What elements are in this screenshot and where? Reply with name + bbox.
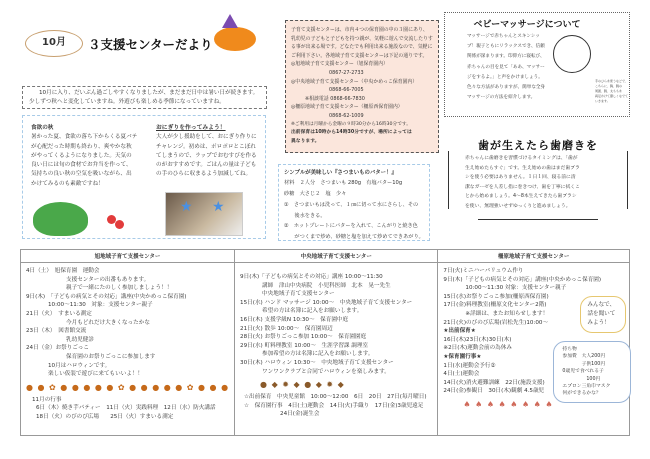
schedule-item: 保育園のお祭りごっこに参加します: [66, 353, 156, 360]
center-name: ◎旭地域子育て支援センター（旭保育園内）: [291, 61, 388, 68]
info-text: 子育て支援センターは、市内４つの保育園の中の３園にあり、: [291, 27, 428, 33]
recipe-text: 砂糖 大さじ２ 塩 少々: [284, 191, 347, 198]
onigiri-text: 大人が少し援助をして、おにぎり作りに: [156, 134, 257, 141]
center-name: ◎柵原地域子育て支援センター（柵原西保育園内）: [291, 104, 403, 111]
schedule-item: 15日(水) ハンド マッサージ 10:00～ 中央地域子育て支援センター: [240, 299, 413, 306]
schedule-item: 10:00～11:30 対象：支援センター親子: [48, 302, 153, 309]
schedule-item: 10月はハロウィンです。: [48, 362, 111, 369]
recipe-text: 後水をきる。: [284, 212, 326, 219]
schedule-item: 15日(水)お祭りごっこ参加(柵原西保育園): [443, 293, 549, 300]
schedule-item: 23日（木） 図書館交流: [26, 328, 87, 335]
food-text: がやってくるようになりました。天気の: [31, 152, 132, 159]
massage-caption: こちらに、胸、腕の: [595, 84, 623, 88]
yanahara-schedule: [438, 263, 630, 436]
belongings-bubble: [553, 341, 631, 403]
schedule-item: 24日（金）お祭りごっこ: [26, 345, 89, 352]
speech-bubble: みんなで、話を聞いてみよう！: [580, 296, 626, 333]
onigiri-text: チャレンジ。初めは、ポロポロとこぼれ: [156, 143, 256, 150]
intro-box: [22, 86, 267, 109]
consult-phone: ※相談電話 0868-66-7830: [305, 95, 365, 102]
schedule-item: 支援センターの出番もあります。: [66, 276, 150, 283]
massage-text: マッサージで赤ちゃんとスキンシッ: [467, 34, 540, 39]
teeth-text: を使い、無理強いせずゆっくりと進めましょう。: [465, 203, 571, 209]
food-text: かけてみるのも素敵ですね！: [31, 180, 104, 187]
onigiri-photo: [165, 192, 243, 236]
divider: [478, 219, 598, 220]
schedule-item: 4日(土)運動会: [443, 371, 480, 378]
school-events: 24日(金)誕生会: [280, 411, 320, 418]
schedule-item: 参加希望の方は名簿に記入をお願いします。: [262, 351, 374, 358]
schedule-table: [20, 249, 630, 436]
food-autumn-title: 食欲の秋: [31, 125, 54, 131]
toothbrush-icon: [622, 151, 628, 209]
november-title: 11月の行事: [32, 396, 62, 403]
center-phone: 0868-66-7005: [329, 87, 364, 94]
schedule-item: 4日（土） 旭保育園 運動会: [26, 268, 100, 274]
schedule-item: 17日(金)料理教室(柵原文化センター2階): [443, 302, 547, 309]
header-chuo: 中央地域子育て支援センター: [235, 250, 438, 263]
schedule-item: ワンワンクラブと合同でハロウィンを楽しみます。: [262, 368, 390, 375]
massage-text: マッサージの方法を紹介します。: [467, 95, 536, 101]
schedule-item: 14日(火)消火避難訓練 22日(施設支援): [443, 379, 545, 386]
recipe-box: [278, 164, 430, 241]
schedule-item: 16日(木) 支援学級N 10:30～ 保育園中庭: [240, 316, 349, 323]
chestnut-border: ● ◆ ✹ ◆ ● ◆ ✹ ◆: [260, 380, 345, 390]
star-icon: ★: [180, 199, 193, 215]
november-event: 18日（火）のびのび広場 25日（火）すまいる測定: [36, 413, 174, 420]
schedule-item: 9日(木) 「子どもの病気とその対応」講座(中央かめっこ保育園): [26, 293, 187, 300]
schedule-item: ★保育園行事★: [443, 353, 482, 360]
teeth-text: 赤ちゃんに歯磨きを習慣づけるタイミングは、「歯が: [465, 156, 578, 161]
info-text: ご利用下さい。各地域子育て支援センターは下記の通りです。: [291, 52, 428, 59]
massage-caption: 手のひらを使うなどで、: [595, 79, 628, 83]
massage-text: 色々な方法がありますが、簡単な全身: [467, 85, 546, 91]
center-info-box: [285, 20, 439, 153]
center-name: ◎中央地域子育て支援センター（中央かめっこ保育園内）: [291, 78, 418, 85]
schedule-item: ※詳細は、またお知らせします！: [465, 310, 549, 317]
onigiri-text: のがおすすめです。ごはんの量は子ども: [156, 162, 257, 169]
bubble-line: 0歳児で食べれる子: [562, 369, 604, 375]
bubble-line: エプロン三角巾マスク: [562, 384, 611, 390]
food-text: 良い日には旬の食材でお弁当を作って、: [31, 162, 132, 169]
delivery-note: ☆出前保育 中央児童館 10:00～12:00 6日 20日 27日(毎月曜日): [244, 394, 427, 401]
hours-text: ※ご利用は月曜から金曜の９時30分から16時30分です。: [291, 121, 411, 127]
onigiri-text: てしまうので、ラップでおむすびを作る: [156, 152, 257, 159]
schedule-item: 21日（火） すまいる測定: [26, 310, 92, 317]
delivery-note: 出前保育は10時から14時30分ですが、場所によっては: [291, 130, 412, 136]
chuo-schedule: [235, 263, 438, 436]
witch-hat-illustration: [222, 14, 238, 28]
info-text: る事が出来る場です。どなたでも利用出来る施設なので、気軽に: [291, 44, 433, 51]
schedule-item: 中央地域子育て支援センター: [262, 291, 335, 298]
november-event: 6日（木）焼き芋パティー 11日（火）実践料理 12日（水）防火講話: [36, 405, 216, 412]
month-badge: 10月: [25, 30, 83, 57]
delivery-note: 異なります。: [291, 138, 320, 144]
recipe-title: シンプルが美味しい『さつまいものバター！』: [284, 170, 397, 176]
intro-line: 10月に入り、だいぶん過ごしやすくなりましたが、まだまだ日中は暑い日が続きます。: [39, 90, 259, 96]
toothbrush-icon: [448, 151, 454, 209]
schedule-item: 親子で一緒にたのしく参加しましょう！！: [66, 285, 173, 292]
massage-text: ジをするよ。」と声をかけましょう。: [467, 74, 543, 80]
massage-text: 関係が深まります。印仰方に寝転び、: [467, 54, 545, 60]
schedule-item: 今月もどれだけ大きくなったかな: [66, 319, 150, 326]
massage-caption: いきます。: [595, 99, 610, 103]
schedule-item: 21日(火)のびのび広場(岩松先生)10:00～: [443, 319, 549, 326]
bubble-line: 何ができるかな？: [562, 391, 601, 397]
food-text: が心配だった時期も終わり、爽やかな秋: [31, 143, 132, 150]
bubble-line: 参加費 大人200円: [562, 354, 606, 360]
massage-title: ベビーマッサージについて: [473, 20, 581, 30]
schedule-item: 30日(木) ハロウィン 10:30～ 中央地域子育て支援センター: [240, 359, 394, 366]
recipe-text: ② ホットプレートにバターを入れて、こんがりと焼き色: [284, 223, 418, 230]
recipe-text: ① さつまいもは洗って、１㎝に切って水にさらし、その: [284, 201, 419, 208]
teeth-text: シを使う必要はありません。１日１回、寝る前に清: [465, 175, 576, 181]
intro-line: 少しずつ秋へと変化していますね。外遊びも楽しめる季節になっていますね。: [29, 99, 225, 106]
teeth-title: 歯が生えたら歯磨きを: [478, 139, 598, 152]
schedule-item: 楽しい仮装で遊びに来てもいいよ！！: [48, 371, 144, 378]
massage-caption: 周囲、腕、太ももを: [595, 89, 623, 93]
onigiri-title: おにぎりを作ってみよう！: [156, 125, 226, 131]
header-yanahara: 柵原地域子育て支援センター: [438, 250, 630, 263]
schedule-item: 28日(火) お祭りごっこ参加 10:00～ 保育園園庭: [240, 334, 367, 341]
newsletter-title: ３支援センターだより: [88, 37, 213, 52]
baby-illustration: [553, 35, 591, 73]
schedule-item: 24日(金)参観日 30日(木)観劇 4.5歳児: [443, 388, 545, 395]
asahi-schedule: [21, 263, 235, 436]
food-text: 暑かった夏、食欲の落ち下からくる夏バテ: [31, 134, 138, 141]
bubble-line: 100円: [562, 376, 601, 382]
schedule-item: 講師 津山中央病院 小児科医師 北本 晃一先生: [262, 282, 391, 289]
schedule-item: 9日(木)「子どもの病気とその対応」講座 10:00～11:30: [240, 274, 383, 280]
info-text: 乳幼児の子どもと子どもを持つ親が、気軽に遊んで交流したりす: [291, 35, 433, 42]
header-asahi: 旭地域子育て支援センター: [21, 250, 235, 263]
onigiri-text: の手のひらに収まるよう加減してね。: [156, 171, 252, 178]
massage-text: プ！親子ともにリラックスでき、信頼: [467, 44, 545, 50]
teeth-brushing-box: [448, 137, 628, 227]
recipe-text: 材料 ２人分 さつまいも 280g 有塩バター10g: [284, 180, 403, 187]
apple-tree-illustration: [33, 202, 88, 236]
baby-massage-box: [444, 12, 630, 117]
recipe-text: がつくまで炒め、砂糖と塩を加えて炒めてできあがり。: [284, 234, 424, 241]
food-text: 気持ちの良い秋の空気を吸いながら、出: [31, 171, 132, 178]
teeth-text: 潔なガーゼを人差し指に巻きつけ、歯を丁寧に拭くこ: [465, 184, 580, 190]
pumpkin-border: ● ● ✿ ● ● ● ● ● ✿ ● ● ● ● ● ✿ ● ● ●: [26, 382, 230, 392]
schedule-item: 10:00～11:30 対象：支援センター親子: [465, 285, 567, 292]
school-events: ☆ 保育園行事 4日(土)運動会 14日(火)手織り 17日(金)3歳児遠足: [244, 402, 424, 409]
star-icon: ★: [212, 199, 225, 215]
bubble-line: 持ち物: [562, 347, 577, 352]
schedule-item: 29日(水) 町料理教室 10:00～ 生涯学習課 調理室: [240, 342, 369, 349]
bubble-line: 子供100円: [562, 361, 606, 367]
mushroom-border: ♠ ♠ ♠ ♠ ♠ ♠ ♠ ♠: [463, 399, 554, 409]
schedule-item: 乳幼児健診: [66, 336, 94, 343]
schedule-item: 16日(木)23日(木)30日(木): [443, 336, 512, 343]
schedule-item: 1日(水)運動会予行②: [443, 362, 496, 369]
massage-text: 赤ちゃんの目を見て「ああ、マッサー: [467, 64, 545, 70]
schedule-item: 9日(木)「子どもの病気とその対応」講座(中央かめっこ保育園): [443, 276, 602, 283]
schedule-item: ★出前保育★: [443, 328, 476, 335]
teeth-text: とから始めましょう。4～8本生えてきたら歯ブラシ: [465, 194, 577, 200]
schedule-item: 21日(火) 散歩 10:00～ 保育園周辺: [240, 325, 333, 332]
massage-caption: 両足かけて優しくなでて: [595, 94, 629, 98]
teeth-text: 生え始めたらすぐ」です。生え始めの歯はまだ歯ブラ: [465, 165, 580, 171]
schedule-item: 希望の方は名簿に記入をお願いします。: [262, 308, 363, 315]
schedule-item: 7日(火)ミニハーバリュウム作り: [443, 268, 524, 274]
center-phone: 0868-62-1009: [329, 112, 364, 119]
schedule-item: ※2日(木)運動会前の為休み: [443, 345, 512, 352]
center-phone: 0867-27-2733: [329, 69, 364, 76]
pumpkin-illustration: [214, 27, 256, 51]
